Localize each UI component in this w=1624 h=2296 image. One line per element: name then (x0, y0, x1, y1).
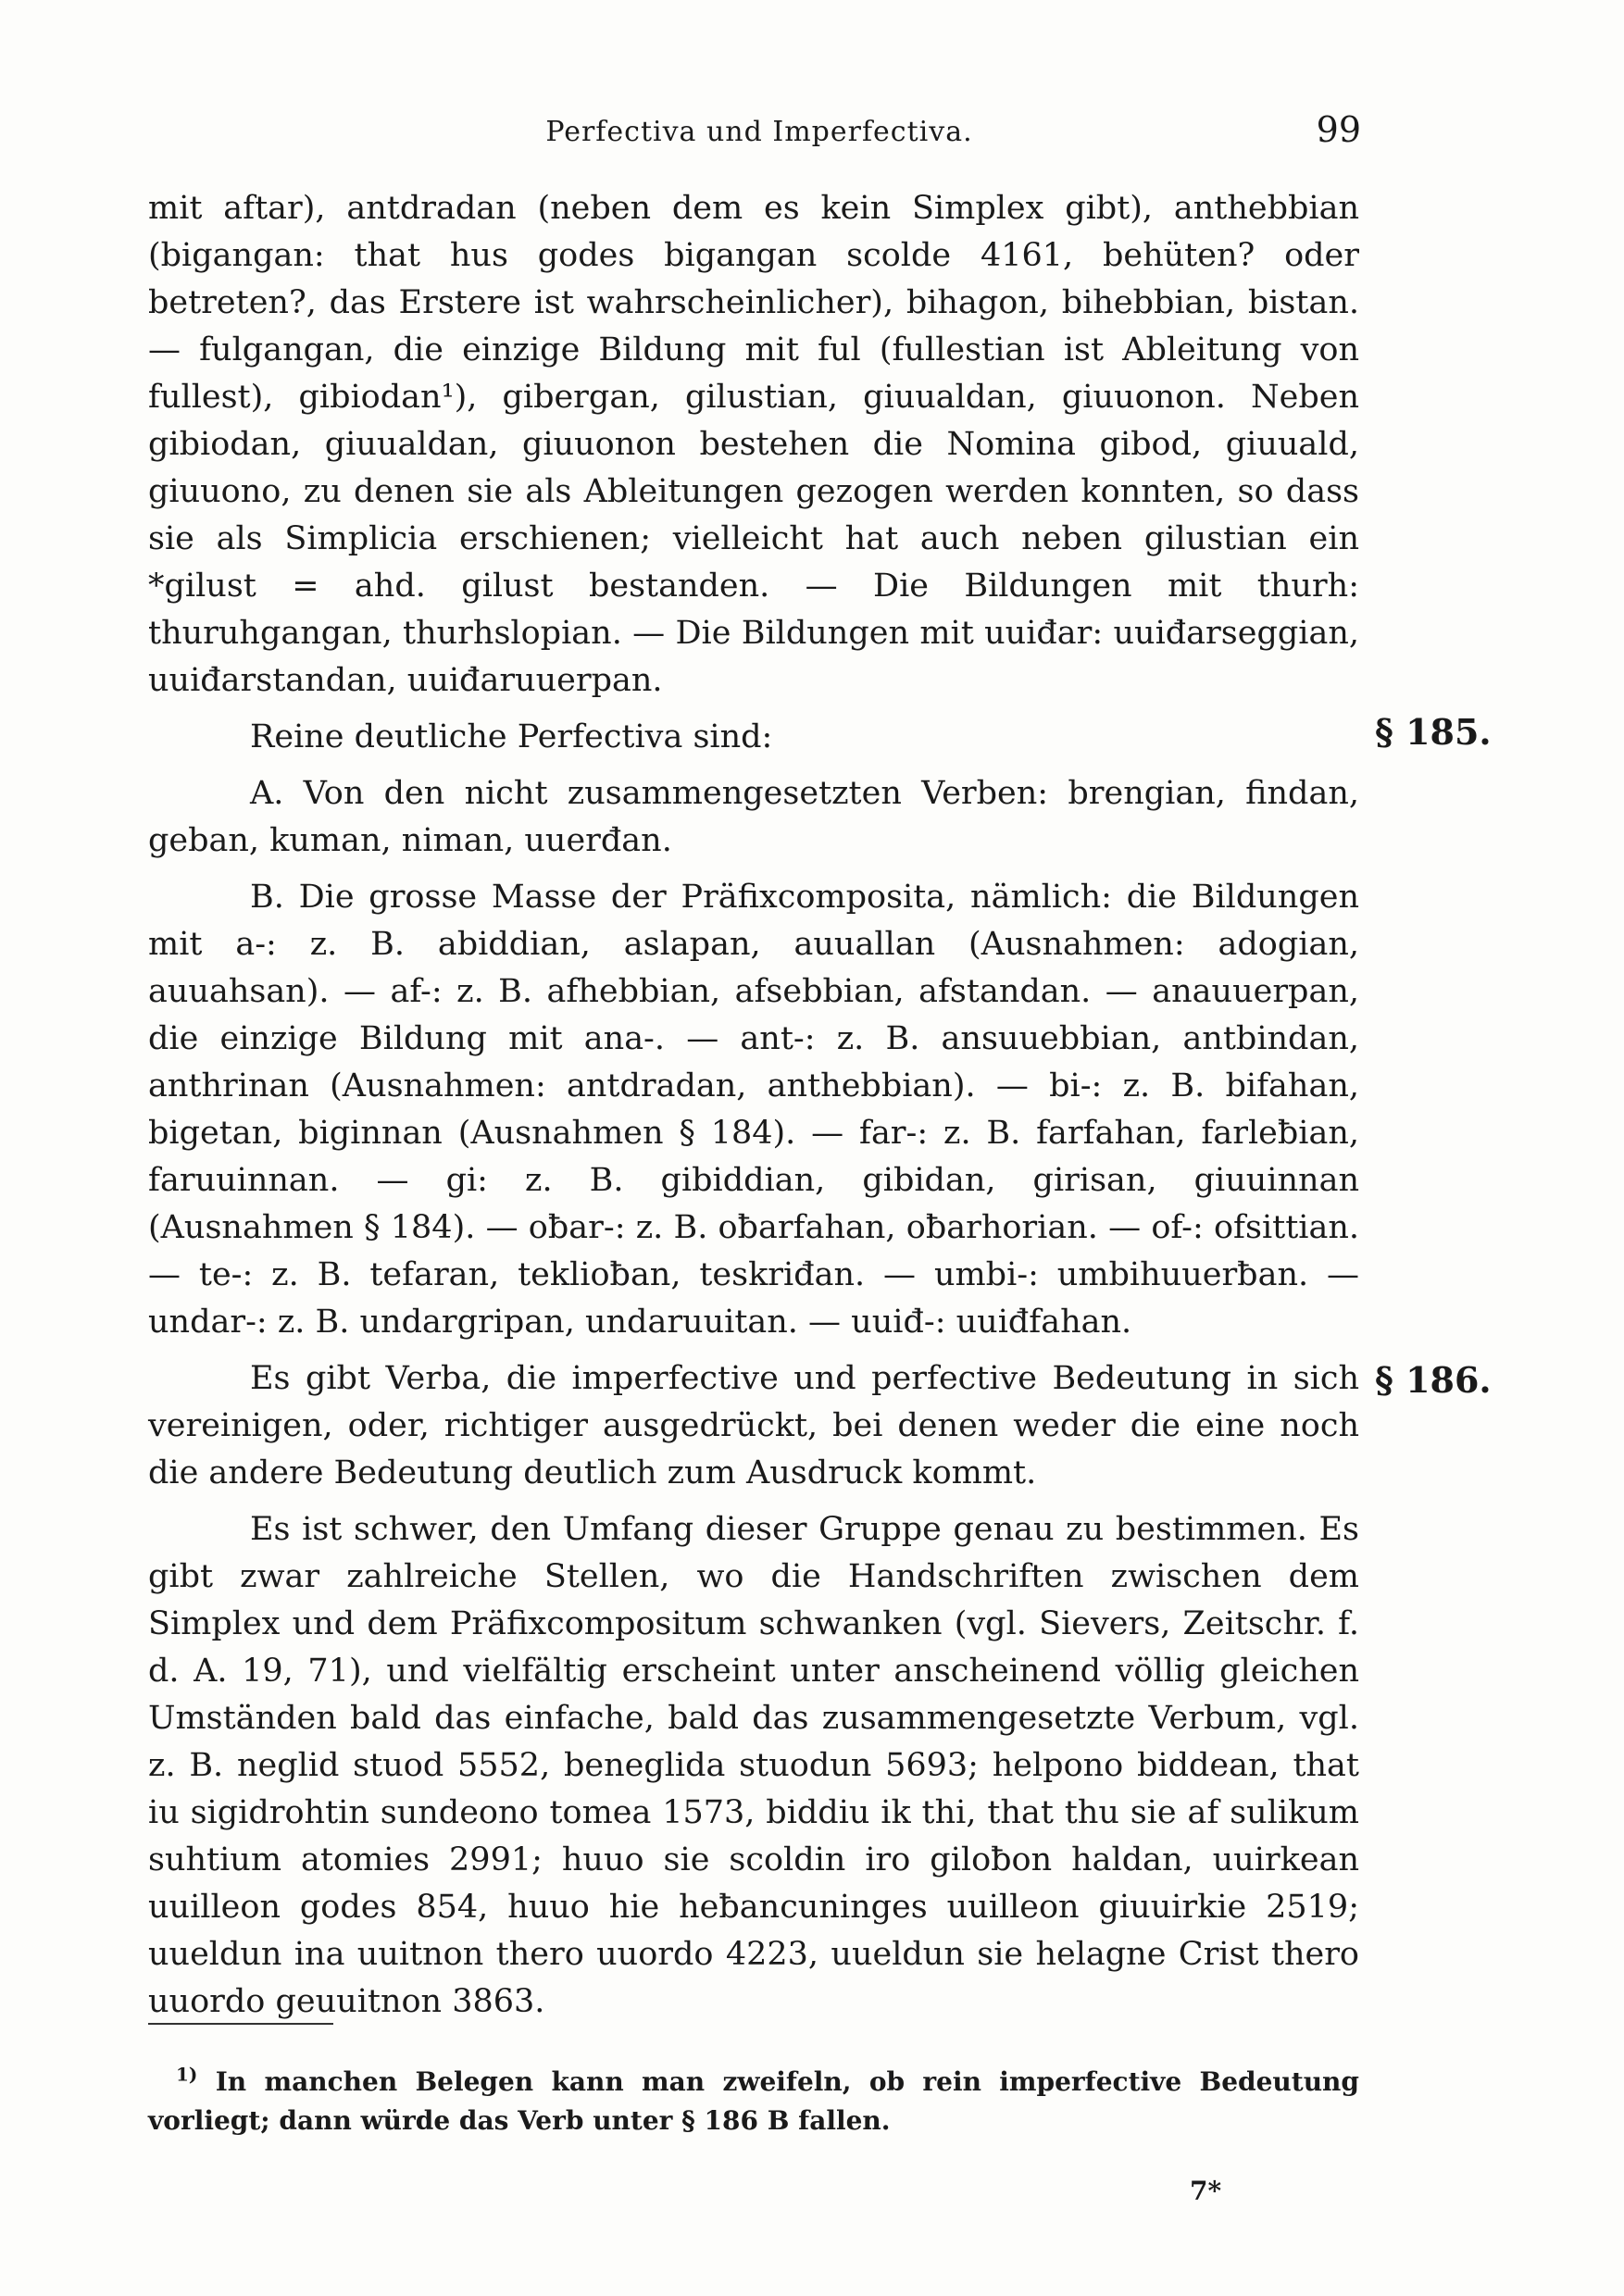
paragraph-continuation: mit aftar), antdradan (neben dem es kein Simplex gibt), anthebbian (bigangan: that hus godes bigangan scolde 4161, behüten? oder betreten?, das Erstere ist wahrscheinlicher), bihagon, bihebbian, bistan. — fulgangan, die einzige Bildung mit ful (fullestian ist Ableitung von fullest), gibiodan¹), gibergan, gilustian, giuualdan, giuuonon. Neben gibiodan, giuualdan, giuuonon bestehen die Nomina gibod, giuuald, giuuono, zu denen sie als Ableitungen gezogen werden konnten, so dass sie als Simplicia erschienen; vielleicht hat auch neben gilustian ein *gilust = ahd. gilust bestanden. — Die Bildungen mit thurh: thuruhgangan, thurhslopian. — Die Bildungen mit uuiđar: uuiđarseggian, uuiđarstandan, uuiđaruuerpan. (148, 190, 1359, 699)
paragraph-a: A. Von den nicht zusammengesetzten Verben: brengian, findan, geban, kuman, niman, uuerđan. (148, 775, 1359, 859)
section-ref-186: § 186. (1375, 1359, 1492, 1401)
footnote (148, 2063, 1359, 2140)
footnote-rule (148, 2023, 333, 2025)
paragraph-b: B. Die grosse Masse der Präfixcomposita, nämlich: die Bildungen mit a-: z. B. abiddian, aslapan, auuallan (Ausnahmen: adogian, auuahsan). — af-: z. B. afhebbian, afsebbian, afstandan. — anauuerpan, die einzige Bildung mit ana-. — ant-: z. B. ansuuebbian, antbindan, anthrinan (Ausnahmen: antdradan, anthebbian). — bi-: z. B. bifahan, bigetan, biginnan (Ausnahmen § 184). — far-: z. B. farfahan, farleƀian, faruuinnan. — gi: z. B. gibiddian, gibidan, girisan, giuuinnan (Ausnahmen § 184). — oƀar-: z. B. oƀarfahan, oƀarhorian. — of-: ofsittian. — te-: z. B. tefaran, teklioƀan, teskriđan. — umbi-: umbihuuerƀan. — undar-: z. B. undargripan, undaruuitan. — uuiđ-: uuiđfahan. (148, 879, 1359, 1341)
footnote-marker: 1) (176, 2063, 198, 2086)
section-ref-185: § 185. (1375, 711, 1492, 753)
main-text (148, 185, 1359, 2026)
running-head: Perfectiva und Imperfectiva. (545, 116, 973, 148)
paragraph-mixed-verbs: Es gibt Verba, die imperfective und perfective Bedeutung in sich vereinigen, oder, richtiger ausgedrückt, bei denen weder die eine noch die andere Bedeutung deutlich zum Ausdruck kommt. (148, 1360, 1359, 1491)
paragraph-perfectiva-heading: Reine deutliche Perfectiva sind: (250, 718, 773, 755)
paragraph-scope: Es ist schwer, den Umfang dieser Gruppe genau zu bestimmen. Es gibt zwar zahlreiche Stellen, wo die Handschriften zwischen dem Simplex und dem Präfixcompositum schwanken (vgl. Sievers, Zeitschr. f. d. A. 19, 71), und vielfältig erscheint unter anscheinend völlig gleichen Umständen bald das einfache, bald das zusammengesetzte Verbum, vgl. z. B. neglid stuod 5552, beneglida stuodun 5693; helpono biddean, that iu sigidrohtin sundeono tomea 1573, biddiu ik thi, that thu sie af sulikum suhtium atomies 2991; huuo sie scoldin iro giloƀon haldan, uuirkean uuilleon godes 854, huuo hie heƀancuninges uuilleon giuuirkie 2519; uueldun ina uuitnon thero uuordo 4223, uueldun sie helagne Crist thero uuordo geuuitnon 3863. (148, 1511, 1359, 2020)
footnote-text: In manchen Belegen kann man zweifeln, ob rein imperfective Bedeutung vorliegt; dann würde das Verb unter § 186 B fallen. (148, 2066, 1359, 2136)
signature-mark: 7* (1190, 2176, 1222, 2206)
page-number: 99 (1316, 109, 1361, 150)
